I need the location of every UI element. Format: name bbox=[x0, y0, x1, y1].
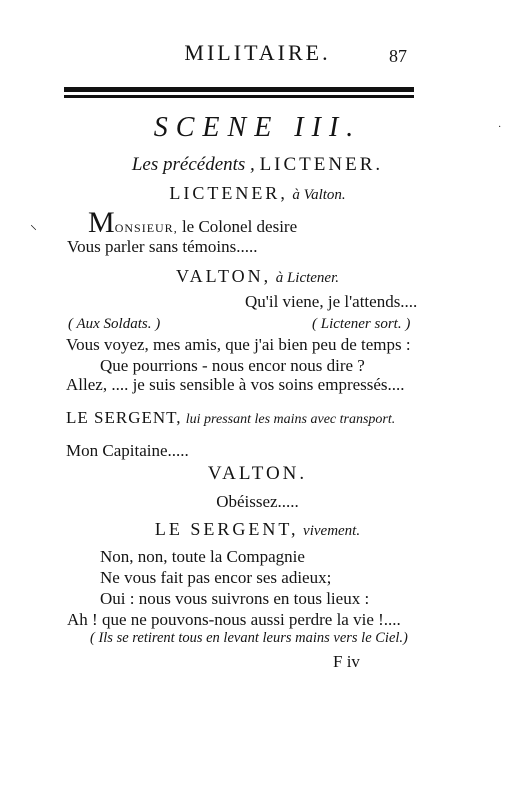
verse-line: Qu'il viene, je l'attends.... bbox=[245, 292, 418, 311]
speaker-name: VALTON. bbox=[207, 463, 308, 484]
speaker-name: LICTENER, bbox=[169, 183, 288, 203]
page-number: 87 bbox=[389, 46, 407, 66]
verse-line: Non, non, toute la Compagnie bbox=[100, 547, 305, 566]
verse-line: Vous voyez, mes amis, que j'ai bien peu de temps : bbox=[66, 335, 411, 354]
drop-cap: M bbox=[88, 206, 115, 239]
stage-direction: ( Ils se retirent tous en levant leurs mains vers le Ciel.) bbox=[90, 630, 408, 646]
speaker-name: VALTON, bbox=[175, 266, 272, 286]
speaker-heading bbox=[0, 266, 515, 287]
verse-line: Que pourrions - nous encor nous dire ? bbox=[100, 356, 365, 375]
verse-line: Ne vous fait pas encor ses adieux; bbox=[100, 568, 332, 587]
speaker-heading bbox=[0, 463, 515, 485]
stage-direction: vivement. bbox=[303, 523, 361, 539]
header-rule-thick bbox=[64, 87, 414, 92]
signature-mark: F iv bbox=[333, 652, 360, 671]
verse-line: Vous parler sans témoins..... bbox=[67, 237, 258, 256]
stage-direction: à Lictener. bbox=[275, 270, 340, 286]
speaker-heading bbox=[0, 519, 515, 540]
scene-title: SCENE III. bbox=[153, 112, 362, 143]
speaker-name: LE SERGENT, bbox=[154, 519, 299, 539]
cast-prefix: Les précédents , bbox=[131, 154, 255, 175]
stray-mark: · bbox=[498, 122, 502, 133]
verse-line: Ah ! que ne pouvons-nous aussi perdre la vie !.... bbox=[67, 610, 401, 629]
verse-line bbox=[88, 208, 297, 238]
verse-line: Mon Capitaine..... bbox=[66, 441, 189, 460]
margin-mark: ⸜ bbox=[30, 218, 37, 233]
verse-line: Oui : nous vous suivrons en tous lieux : bbox=[100, 589, 370, 608]
header-rule-thin bbox=[64, 95, 414, 98]
speaker-heading bbox=[0, 183, 515, 204]
cast-line bbox=[0, 154, 515, 176]
stage-direction: à Valton. bbox=[292, 187, 346, 203]
running-title: MILITAIRE. bbox=[184, 40, 331, 65]
speaker-heading bbox=[66, 408, 395, 428]
speaker-name: LE SERGENT, bbox=[66, 408, 182, 427]
verse-line: Obéissez..... bbox=[216, 492, 299, 511]
small-caps-word: ONSIEUR, bbox=[114, 221, 178, 235]
stage-direction: lui pressant les mains avec transport. bbox=[185, 412, 396, 427]
cast-name: LICTENER. bbox=[259, 154, 384, 175]
stage-direction-right: ( Lictener sort. ) bbox=[312, 316, 411, 332]
verse-line: Allez, .... je suis sensible à vos soins empressés.... bbox=[66, 375, 405, 394]
stage-direction-left: ( Aux Soldats. ) bbox=[68, 316, 161, 332]
verse-text: le Colonel desire bbox=[181, 217, 298, 236]
